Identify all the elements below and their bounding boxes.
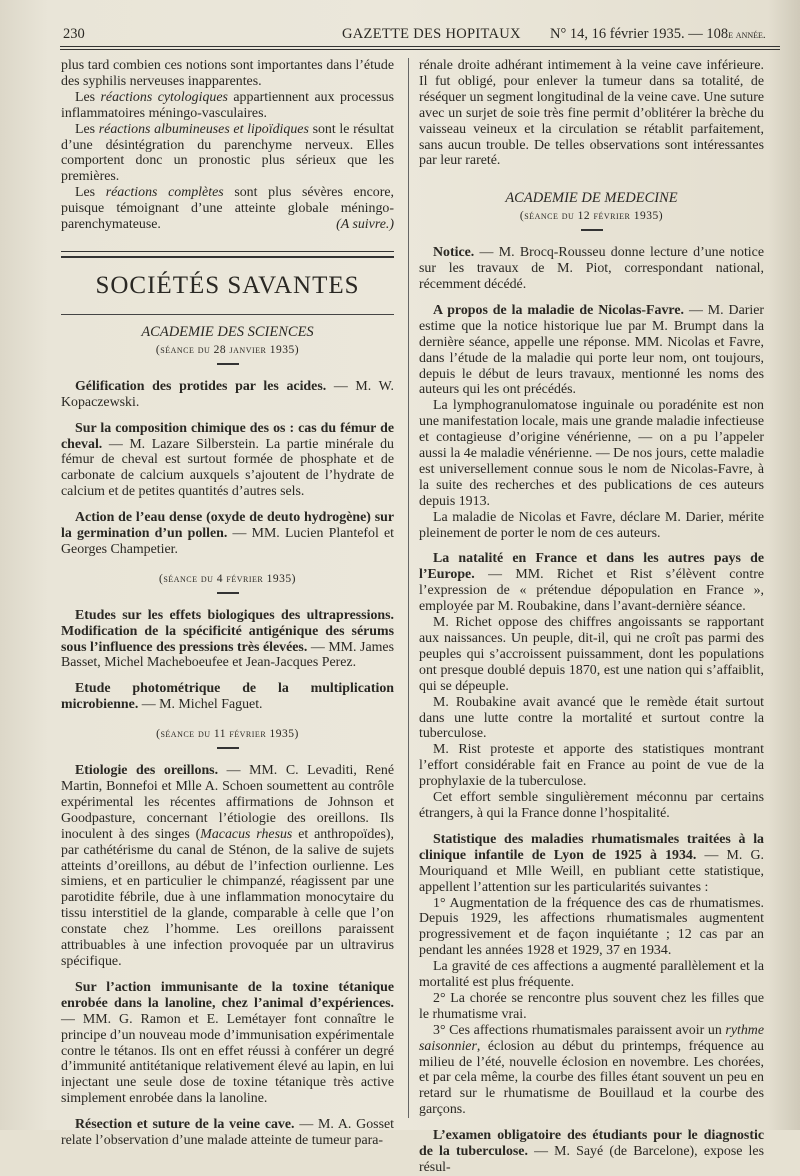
academy-heading: ACADEMIE DES SCIENCES [141,323,314,340]
entry: Action de l’eau dense (oxyde de deuto hydrogène) sur la germination d’un pollen. — MM. Lucien Plantefol et Georges Champetier. [61,510,395,557]
paragraph: M. Rist proteste et apporte des statistiques montrant l’effort considérable fait en France au point de vue de la prophylaxie de la tuberculose. [419,742,764,790]
entry: A propos de la maladie de Nicolas-Favre. — M. Darier estime que la notice historique lue par M. Brumpt dans la dernière séance, appelle une réponse. MM. Nicolas et Favre, dans l’étude de la maladie qui porte leur nom, ont toujours, depuis le début de leurs travaux, mentionné les noms des auteurs qui les ont précédés. [419,302,765,398]
section-rule [61,314,394,315]
entry: La natalité en France et dans les autres pays de l’Europe. — MM. Richet et Rist s’élèvent contre l’expression de « prétendue dépopulation en France », employée par M. Roubakine, dans l’avant-dernière séance. [419,551,764,615]
paragraph: plus tard combien ces notions sont importantes dans l’étude des syphilis nerveuses inapparentes. [61,58,394,89]
entry: Statistique des maladies rhumatismales traitées à la clinique infantile de Lyon de 1925 à 1934. — M. G. Mouriquand et Mlle Weill, en publiant cette statistique, appellent l’attention sur les particularités suivantes : [419,831,764,895]
journal-title: GAZETTE DES HOPITAUX [342,26,521,42]
paragraph: 2° La chorée se rencontre plus souvent chez les filles que le rhumatisme vrai. [419,990,764,1022]
paragraph: Les réactions cytologiques appartiennent aux processus inflammatoires méningo-vasculaires. [61,89,394,121]
paragraph: M. Roubakine avait avancé que le remède était surtout dans une lutte contre la mortalité et surtout contre la tuberculose. [419,694,764,742]
right-column [419,58,764,1176]
paragraph: Les réactions complètes sont plus sévères encore, puisque témoignant d’une atteinte globale méningo-parenchymateuse. (A suivre.) [61,185,395,233]
short-rule [581,229,603,231]
section-title: SOCIÉTÉS SAVANTES [95,271,360,299]
paragraph: 3° Ces affections rhumatismales paraissent avoir un rythme saisonnier, éclosion au début du printemps, fréquence au milieu de l’été, nouvelle éclosion en novembre. Les chorées, et par cela même, la courbe des filles étant souvent un peu en retard sur le rhumatisme de Bouillaud et la courbe des garçons. [419,1022,764,1118]
entry: Notice. — M. Brocq-Rousseu donne lecture d’une notice sur les travaux de M. Piot, correspondant national, récemment décédé. [419,245,764,292]
page-number: 230 [63,26,85,42]
section-rule [61,251,394,258]
entry: Etudes sur les effets biologiques des ultrapressions. Modification de la spécificité antigénique des sérums sous l’influence des pressions très élevées. — MM. James Basset, Michel Macheboeufee et Jean-Jacques Perez. [61,607,394,671]
paragraph: La gravité de ces affections a augmenté parallèlement et la mortalité est plus fréquente. [419,959,764,991]
session-date: (séance du 12 février 1935) [519,210,664,223]
paragraph: Les réactions albumineuses et lipoïdiques sont le résultat d’une désintégration du parenchyme nerveux. Elles comportent donc un pronostic plus sérieux que les premières. [61,121,395,185]
entry: L’examen obligatoire des étudiants pour le diagnostic de la tuberculose. — M. Sayé (de Barcelone), expose les résul- [419,1128,764,1175]
entry: Sur la composition chimique des os : cas du fémur de cheval. — M. Lazare Silberstein. La partie minérale du fémur de cheval est surtout formée de phosphate et de carbonate de calcium auxquels s’ajoutent de l’hydrate de calcium et de petites quantités d’autres sels. [61,420,394,500]
paragraph: Cet effort semble singulièrement méconnu par certains étrangers, à qui la France donne l’hospitalité. [419,790,764,821]
header-rule [60,46,780,50]
session-date: (séance du 4 février 1935) [159,572,296,585]
entry: Etude photométrique de la multiplication microbienne. — M. Michel Faguet. [61,681,394,713]
column-divider [408,58,409,1118]
left-column [61,58,394,1149]
entry: Etiologie des oreillons. — MM. C. Levaditi, René Martin, Bonnefoi et Mlle A. Schoen soumettent au contrôle expérimental les récentes affirmations de Johnson et Goodpasture, concernant l’étiologie des oreillons. Ils inoculent à des singes (Macacus rhesus et anthropoïdes), par cathétérisme du canal de Sténon, de la salive de sujets atteints d’oreillons, au début de l’infection ourlienne. Les simiens, et en particulier le chimpanzé, réagissent par une parotidite fébrile, due à une inflammation monocytaire du tissu interstitiel de la glande, comparable à celle que l’on constate chez l’homme. Les oreillons paraissent attribuables à une infection provoquée par un ultravirus spécifique. [61,763,394,969]
issue-info: N° 14, 16 février 1935. — 108e année. [550,26,766,42]
academy-heading: ACADEMIE DE MEDECINE [505,190,678,207]
paragraph: La maladie de Nicolas et Favre, déclare M. Darier, mérite pleinement de porter le nom de ces auteurs. [419,509,764,541]
session-date: (séance du 28 janvier 1935) [155,343,300,356]
short-rule [217,363,239,365]
session-date: (séance du 11 février 1935) [156,728,299,741]
to-be-continued: (A suivre.) [336,217,394,233]
page-header [60,22,775,46]
entry: Gélification des protides par les acides. — M. W. Kopaczewski. [61,378,394,410]
short-rule [217,747,239,749]
entry: Résection et suture de la veine cave. — M. A. Gosset relate l’observation d’une malade atteinte de tumeur para- [61,1117,394,1149]
paragraph: M. Richet oppose des chiffres angoissants se rapportant aux naissances. Un peuple, dit-il, qui ne croît pas parmi des peuples qui s’accroissent puissamment, dont les populations ont presque doublé depuis 1870, est une nation qui s’affaiblit, qui se dépeuple. [419,615,764,694]
paragraph: 1° Augmentation de la fréquence des cas de rhumatismes. Depuis 1929, les affections rhumatismales augmentent progressivement et de façon inquiétante ; 12 cas par an pendant les années 1928 et 1929, 37 en 1934. [419,895,764,959]
paragraph: rénale droite adhérant intimement à la veine cave inférieure. Il fut obligé, pour enlever la tumeur dans sa totalité, de réséquer un segment longitudinal de la veine cave. Une suture avec un surjet de soie très fine permit d’oblitérer la brèche du vaisseau veineux et la circulation se rétablit parfaitement, sans aucun trouble. De telles observations sont intéressantes par leur rareté. [419,58,764,169]
entry: Sur l’action immunisante de la toxine tétanique enrobée dans la lanoline, chez l’animal d’expériences. — MM. G. Ramon et E. Lemétayer font connaître le principe d’un nouveau mode d’immunisation expérimentale contre le tétanos. Ils ont en effet réussi à conférer un degré d’immunité antitétanique relativement élevé au lapin, en lui injectant une seule dose de toxine tétanique très active simplement enrobée dans la lanoline. [61,979,394,1107]
short-rule [217,592,239,594]
paragraph: La lymphogranulomatose inguinale ou poradénite est non une manifestation locale, mais une grande maladie infectieuse et contagieuse d’origine vénérienne, — on a pu l’appeler aussi la 4e maladie vénérienne. — De nos jours, cette maladie est universellement connue sous le nom de Nicolas-Favre, à la suite des recherches et des publications de ces auteurs depuis 1913. [419,398,764,509]
